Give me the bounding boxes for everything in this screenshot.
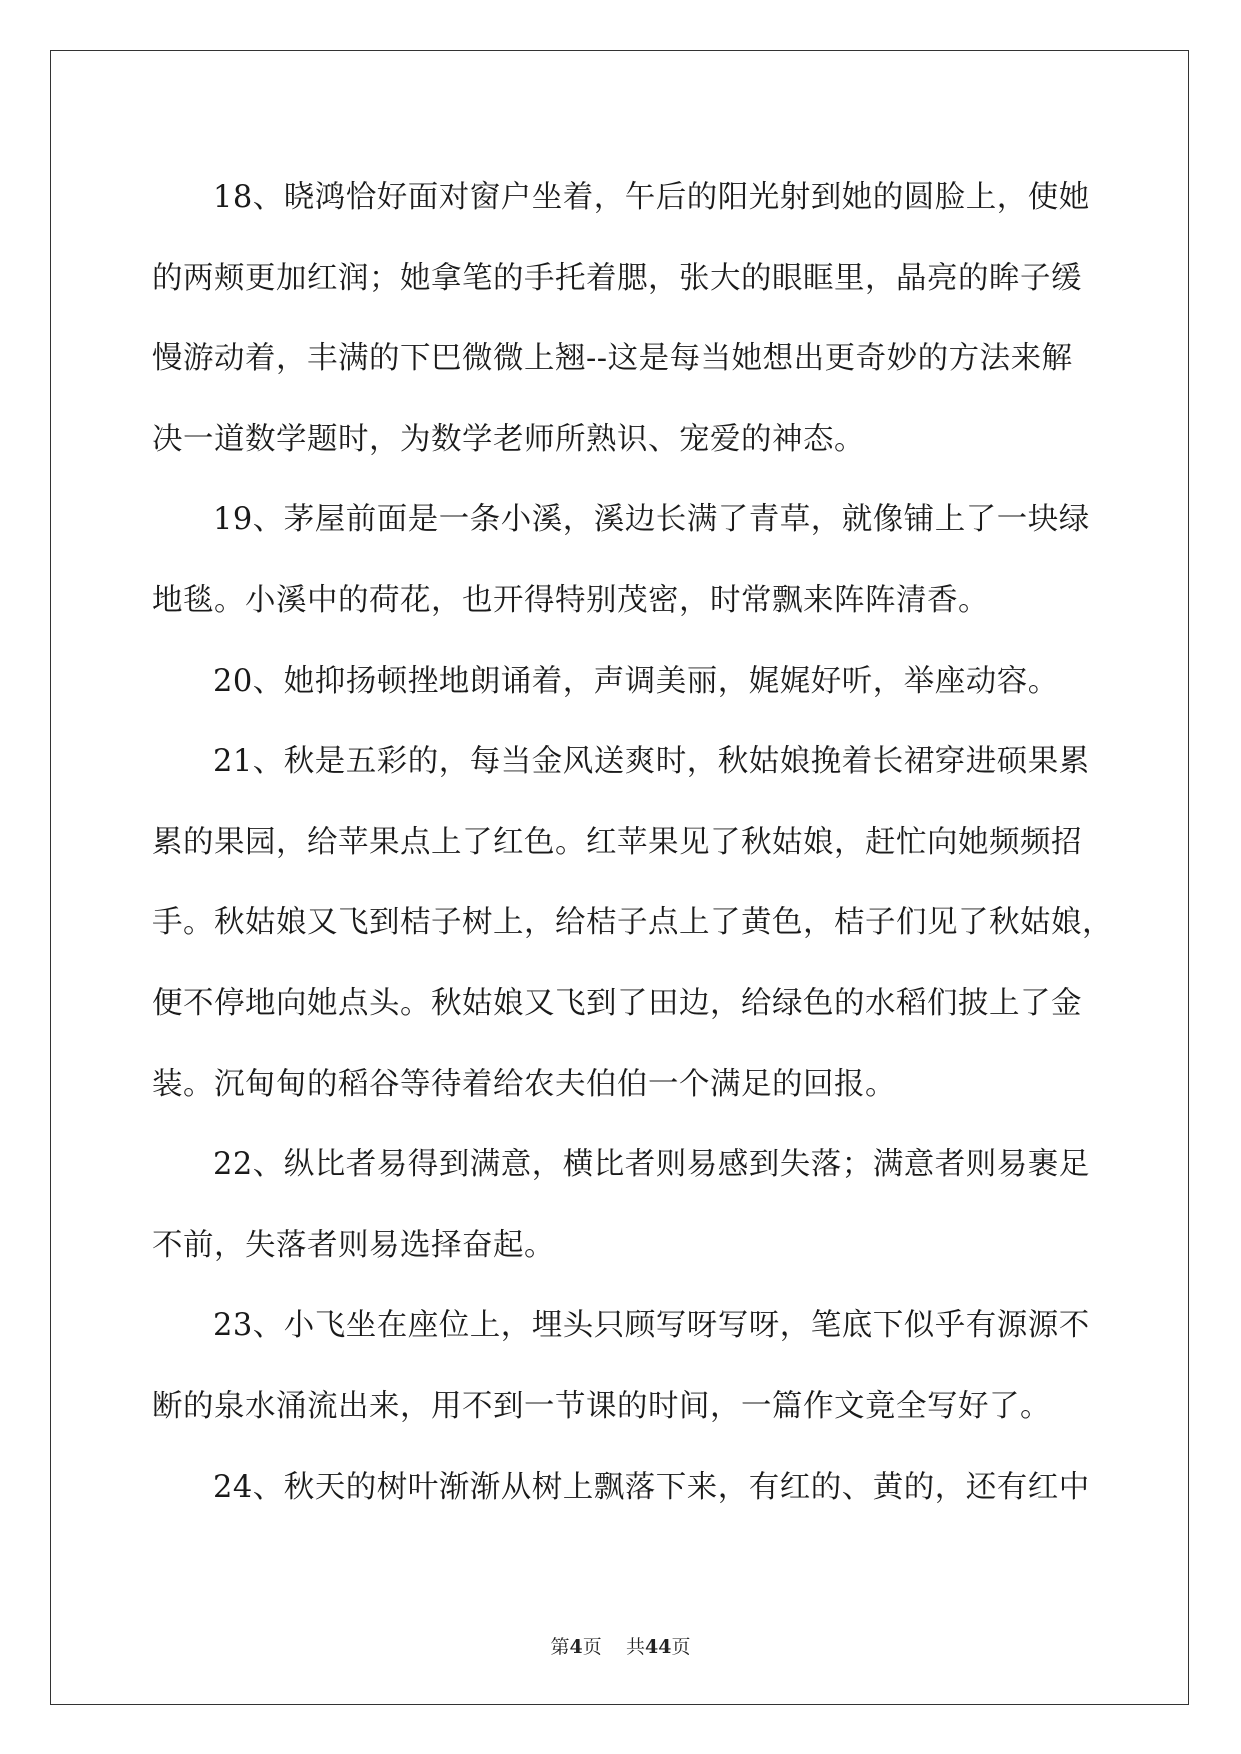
text-line: 20、她抑扬顿挫地朗诵着，声调美丽，娓娓好听，举座动容。 bbox=[213, 663, 1059, 699]
text-line: 的两颊更加红润；她拿笔的手托着腮，张大的眼眶里，晶亮的眸子缓 bbox=[152, 260, 1082, 296]
page-number: 4 bbox=[569, 1636, 583, 1658]
text-line: 慢游动着，丰满的下巴微微上翘--这是每当她想出更奇妙的方法来解 bbox=[152, 341, 1073, 377]
paragraph-24 bbox=[152, 1448, 1092, 1529]
text-line: 地毯。小溪中的荷花，也开得特别茂密，时常飘来阵阵清香。 bbox=[152, 582, 989, 618]
text-line: 不前，失落者则易选择奋起。 bbox=[152, 1227, 555, 1263]
paragraph-18 bbox=[152, 158, 1092, 480]
total-suffix: 页 bbox=[671, 1636, 691, 1658]
total-prefix: 共 bbox=[625, 1636, 645, 1658]
total-pages: 44 bbox=[644, 1636, 672, 1658]
page-prefix: 第 bbox=[550, 1636, 570, 1658]
page-suffix: 页 bbox=[582, 1636, 602, 1658]
paragraph-23 bbox=[152, 1286, 1092, 1447]
text-line: 24、秋天的树叶渐渐从树上飘落下来，有红的、黄的，还有红中 bbox=[213, 1469, 1090, 1505]
text-line: 22、纵比者易得到满意，横比者则易感到失落；满意者则易裹足 bbox=[213, 1147, 1090, 1183]
text-line: 手。秋姑娘又飞到桔子树上，给桔子点上了黄色，桔子们见了秋姑娘， bbox=[152, 905, 1113, 941]
page-footer bbox=[0, 1632, 1241, 1659]
text-line: 断的泉水涌流出来，用不到一节课的时间，一篇作文竟全写好了。 bbox=[152, 1388, 1051, 1424]
text-line: 便不停地向她点头。秋姑娘又飞到了田边，给绿色的水稻们披上了金 bbox=[152, 985, 1082, 1021]
text-line: 累的果园，给苹果点上了红色。红苹果见了秋姑娘，赶忙向她频频招 bbox=[152, 824, 1082, 860]
paragraph-20 bbox=[152, 642, 1092, 723]
paragraph-21 bbox=[152, 722, 1113, 1125]
text-line: 23、小飞坐在座位上，埋头只顾写呀写呀，笔底下似乎有源源不 bbox=[213, 1308, 1090, 1344]
text-line: 决一道数学题时，为数学老师所熟识、宠爱的神态。 bbox=[152, 421, 865, 457]
text-line: 装。沉甸甸的稻谷等待着给农夫伯伯一个满足的回报。 bbox=[152, 1066, 896, 1102]
text-line: 18、晓鸿恰好面对窗户坐着，午后的阳光射到她的圆脸上，使她 bbox=[213, 180, 1090, 215]
paragraph-19 bbox=[152, 480, 1092, 641]
document-body bbox=[152, 158, 1113, 1528]
paragraph-22 bbox=[152, 1125, 1092, 1286]
text-line: 21、秋是五彩的，每当金风送爽时，秋姑娘挽着长裙穿进硕果累 bbox=[213, 744, 1090, 780]
text-line: 19、茅屋前面是一条小溪，溪边长满了青草，就像铺上了一块绿 bbox=[213, 502, 1090, 538]
